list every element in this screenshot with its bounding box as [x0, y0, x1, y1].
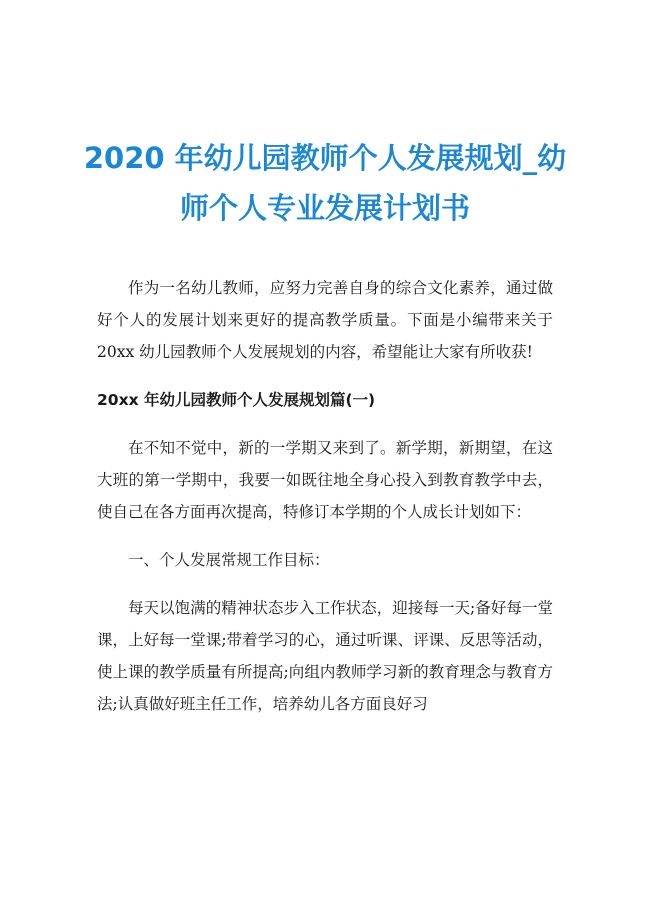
title-line-2: 师个人专业发展计划书 [179, 191, 470, 225]
section-heading: 20xx 年幼儿园教师个人发展规划篇(一) [97, 391, 376, 409]
section-paragraph-1: 在不知不觉中，新的一学期又来到了。新学期，新期望，在这大班的第一学期中，我要一如既往地全身心投入到教育教学中去，使自己在各方面再次提高，特修订本学期的个人成长计划如下： [97, 439, 553, 521]
subsection-heading: 一、个人发展常规工作目标： [128, 551, 330, 569]
document-body [97, 272, 553, 736]
title-line-1: 2020 年幼儿园教师个人发展规划_幼 [83, 141, 567, 175]
intro-paragraph: 作为一名幼儿教师，应努力完善自身的综合文化素养，通过做好个人的发展计划来更好的提高教学质量。下面是小编带来关于 20xx 幼儿园教师个人发展规划的内容，希望能让大家有所收获! [97, 279, 553, 361]
document-title [60, 133, 590, 233]
section-paragraph-2: 每天以饱满的精神状态步入工作状态，迎接每一天;备好每一堂课，上好每一堂课;带着学习的心，通过听课、评课、反思等活动，使上课的教学质量有所提高;向组内教师学习新的教育理念与教育方法;认真做好班主任工作，培养幼儿各方面良好习 [97, 599, 553, 713]
